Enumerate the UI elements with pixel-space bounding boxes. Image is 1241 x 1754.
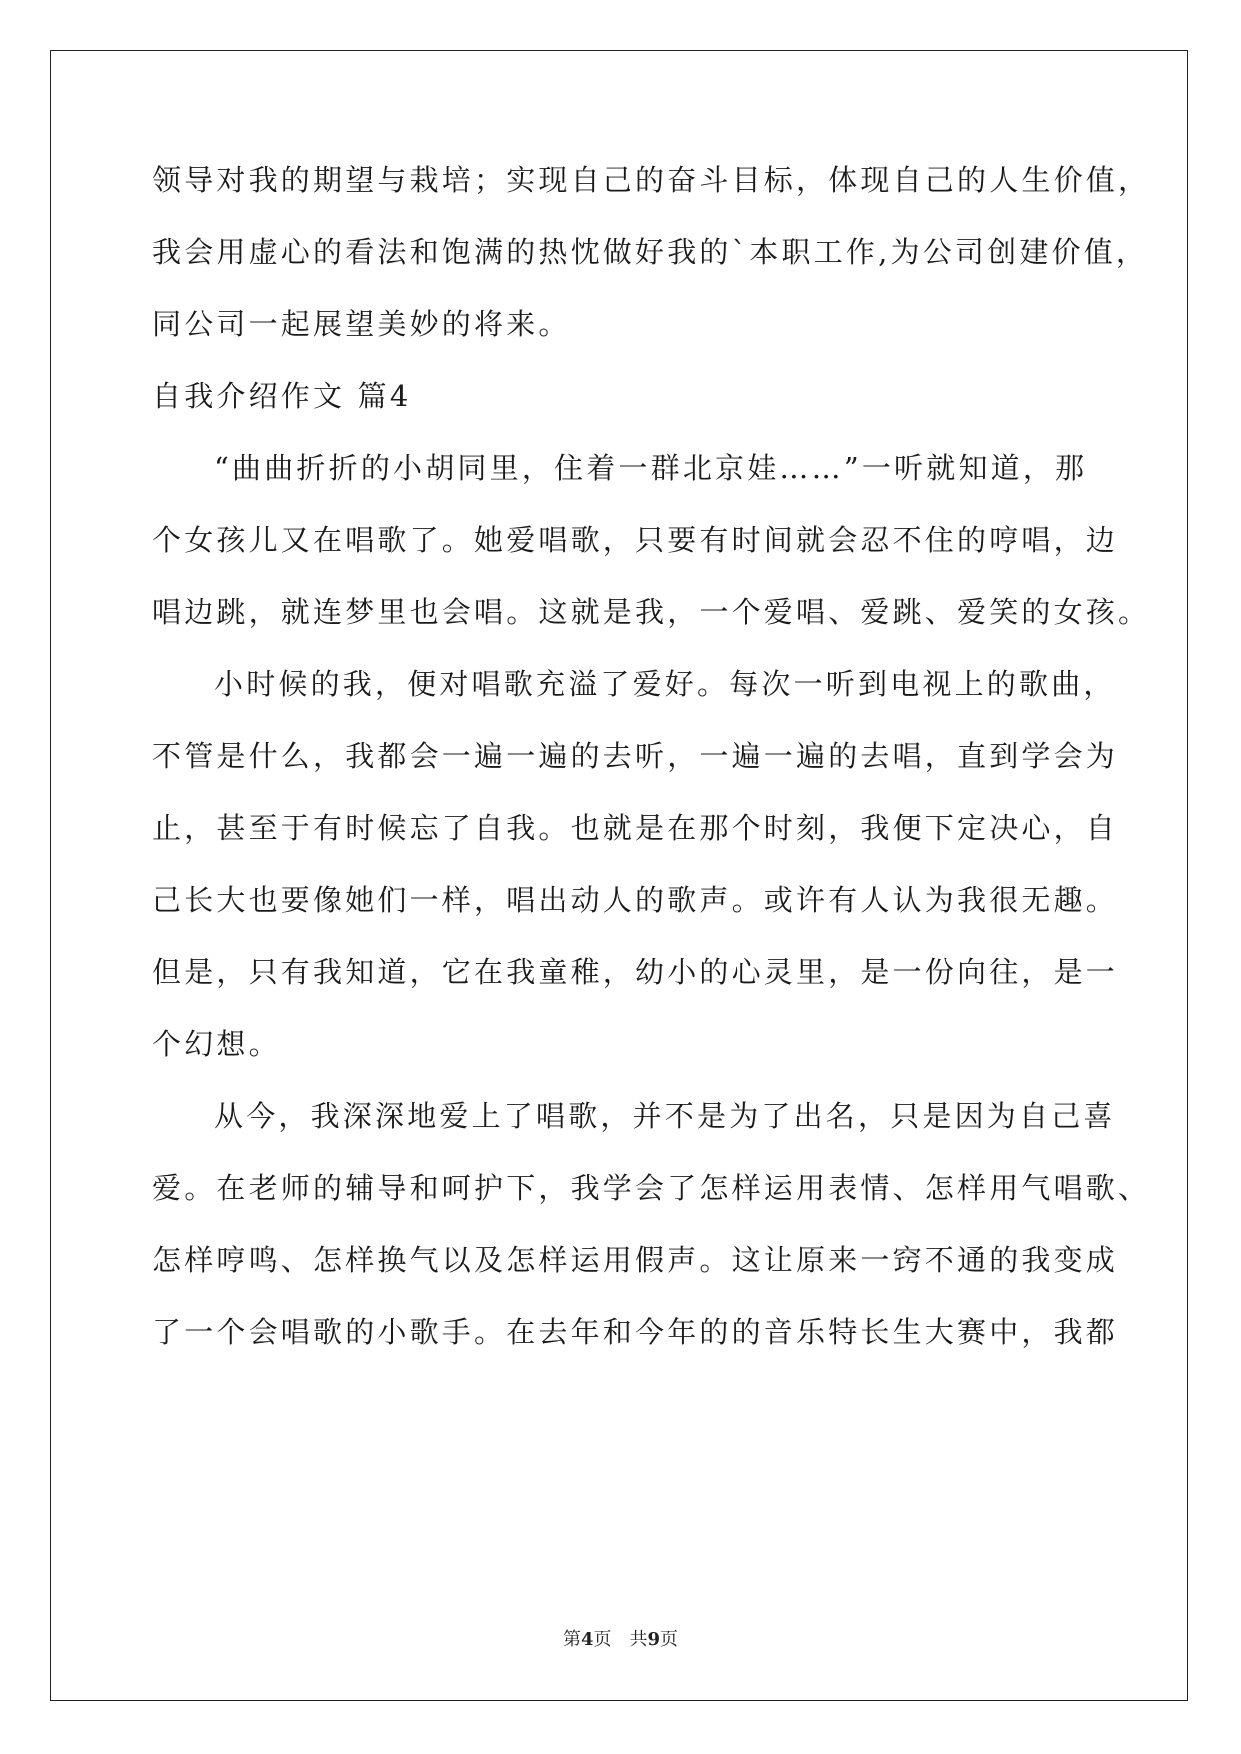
section-heading: 自我介绍作文 篇4 — [152, 379, 412, 413]
text-line: 个幻想。 — [152, 1027, 281, 1061]
text-line: 我会用虚心的看法和饱满的热忱做好我的`本职工作,为公司创建价值， — [152, 235, 1149, 269]
page-footer — [0, 1625, 1241, 1651]
footer-prefix: 第 — [562, 1629, 581, 1650]
text-line: 小时候的我，便对唱歌充溢了爱好。每次一听到电视上的歌曲， — [214, 667, 1116, 701]
text-line: 止，甚至于有时候忘了自我。也就是在那个时刻，我便下定决心，自 — [152, 811, 1119, 845]
footer-mid: 页 共 — [593, 1629, 648, 1650]
footer-suffix: 页 — [660, 1629, 679, 1650]
text-line: “曲曲折折的小胡同里，住着一群北京娃……”一听就知道，那 — [214, 451, 1088, 485]
text-line: 爱。在老师的辅导和呵护下，我学会了怎样运用表情、怎样用气唱歌、 — [152, 1171, 1151, 1205]
text-line: 了一个会唱歌的小歌手。在去年和今年的的音乐特长生大赛中，我都 — [152, 1315, 1119, 1349]
current-page-number: 4 — [580, 1629, 594, 1650]
text-line: 个女孩儿又在唱歌了。她爱唱歌，只要有时间就会忍不住的哼唱，边 — [152, 523, 1119, 557]
text-line: 怎样哼鸣、怎样换气以及怎样运用假声。这让原来一窍不通的我变成 — [152, 1243, 1119, 1277]
text-line: 不管是什么，我都会一遍一遍的去听，一遍一遍的去唱，直到学会为 — [152, 739, 1119, 773]
text-line: 领导对我的期望与栽培；实现自己的奋斗目标，体现自己的人生价值， — [152, 163, 1151, 197]
text-line: 同公司一起展望美妙的将来。 — [152, 307, 571, 341]
text-line: 己长大也要像她们一样，唱出动人的歌声。或许有人认为我很无趣。 — [152, 883, 1119, 917]
text-line: 从今，我深深地爱上了唱歌，并不是为了出名，只是因为自己喜 — [214, 1099, 1116, 1133]
text-line: 唱边跳，就连梦里也会唱。这就是我，一个爱唱、爱跳、爱笑的女孩。 — [152, 595, 1151, 629]
total-pages-number: 9 — [647, 1629, 661, 1650]
text-line: 但是，只有我知道，它在我童稚，幼小的心灵里，是一份向往，是一 — [152, 955, 1119, 989]
page-border — [50, 50, 1188, 1701]
